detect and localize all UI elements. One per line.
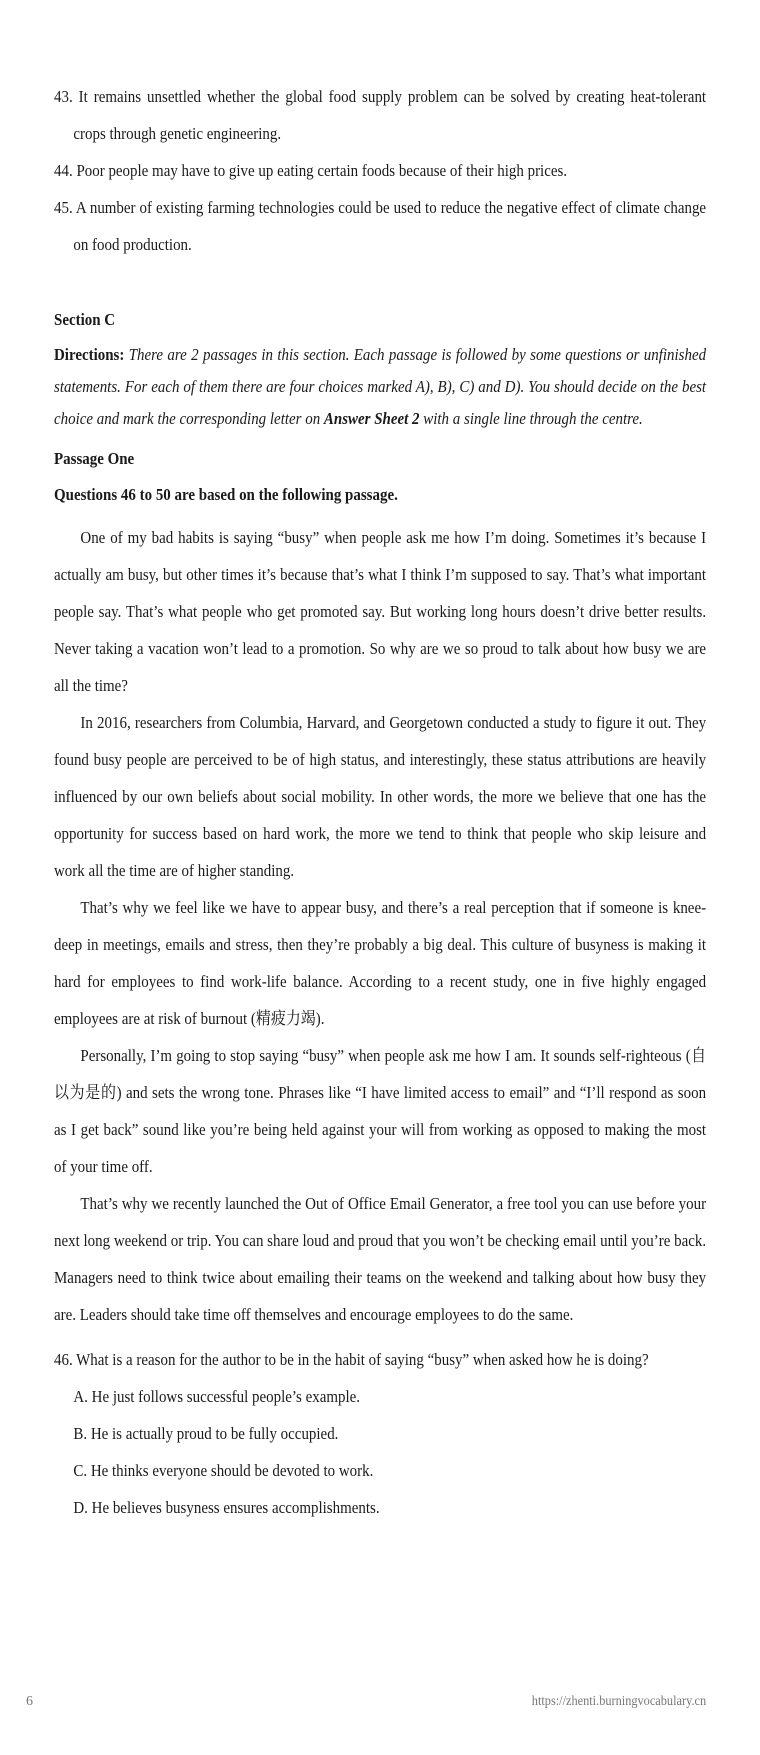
question-46-option-d: D. He believes busyness ensures accomplishments. [73,1498,380,1517]
passage-paragraph-4: Personally, I’m going to stop saying “busy” when people ask me how I am. It sounds self-righteous (自以为是的) and sets the wrong tone. Phrases like “I have limited access to email” and “I’ll respond as soon as I get back” sound like you’re being held against your will from working as opposed to making the most of your time off. [54,1046,707,1176]
question-46-option-c: C. He thinks everyone should be devoted to work. [73,1461,374,1480]
directions [54,339,706,435]
question-46-stem: 46. What is a reason for the author to be in the habit of saying “busy” when asked how he is doing? [54,1350,649,1369]
section-title: Section C [54,310,116,329]
passage-paragraph-3: That’s why we feel like we have to appear busy, and there’s a real perception that if someone is knee-deep in meetings, emails and stress, then they’re probably a big deal. This culture of busyness is making it hard for employees to find work-life balance. According to a recent study, one in five highly engaged employees are at risk of burnout (精疲力竭). [54,898,707,1028]
directions-answer-sheet: Answer Sheet 2 [323,409,420,428]
passage-paragraph-2: In 2016, researchers from Columbia, Harvard, and Georgetown conducted a study to figure it out. They found busy people are perceived to be of high status, and interestingly, these status attributions are heavily influenced by our own beliefs about social mobility. In other words, the more we believe that one has the opportunity for success based on hard work, the more we tend to think that people who skip leisure and work all the time are of higher standing. [54,713,707,880]
question-46-option-b: B. He is actually proud to be fully occupied. [73,1424,339,1443]
passage-title: Passage One [54,449,135,468]
footer-url: https://zhenti.burningvocabulary.cn [531,1694,706,1709]
page-number: 6 [26,1694,33,1709]
question-43: 43. It remains unsettled whether the global food supply problem can be solved by creating heat-tolerant crops through genetic engineering. [54,87,707,143]
directions-text-1: There are 2 passages in this section. Each passage is followed by some questions or unfinished statements. For each of them there are four choices marked A), B), C) and D). You should decide on the best choice and mark the corresponding letter on [54,345,707,428]
question-45: 45. A number of existing farming technologies could be used to reduce the negative effect of climate change on food production. [54,198,707,254]
question-44: 44. Poor people may have to give up eating certain foods because of their high prices. [54,161,568,180]
passage-paragraph-1: One of my bad habits is saying “busy” when people ask me how I’m doing. Sometimes it’s because I actually am busy, but other times it’s because that’s what I think I’m supposed to say. That’s what important people say. That’s what people who get promoted say. But working long hours doesn’t drive better results. Never taking a vacation won’t lead to a promotion. So why are we so proud to talk about how busy we are all the time? [54,528,707,695]
directions-text-2: with a single line through the centre. [423,409,643,428]
directions-label: Directions: [54,345,125,364]
document-page [54,78,706,1526]
passage-paragraph-5: That’s why we recently launched the Out of Office Email Generator, a free tool you can use before your next long weekend or trip. You can share loud and proud that you won’t be checking email until you’re back. Managers need to think twice about emailing their teams on the weekend and talking about how busy they are. Leaders should take time off themselves and encourage employees to do the same. [54,1194,707,1324]
question-46-option-a: A. He just follows successful people’s example. [73,1387,361,1406]
passage-subtitle: Questions 46 to 50 are based on the following passage. [54,485,398,504]
